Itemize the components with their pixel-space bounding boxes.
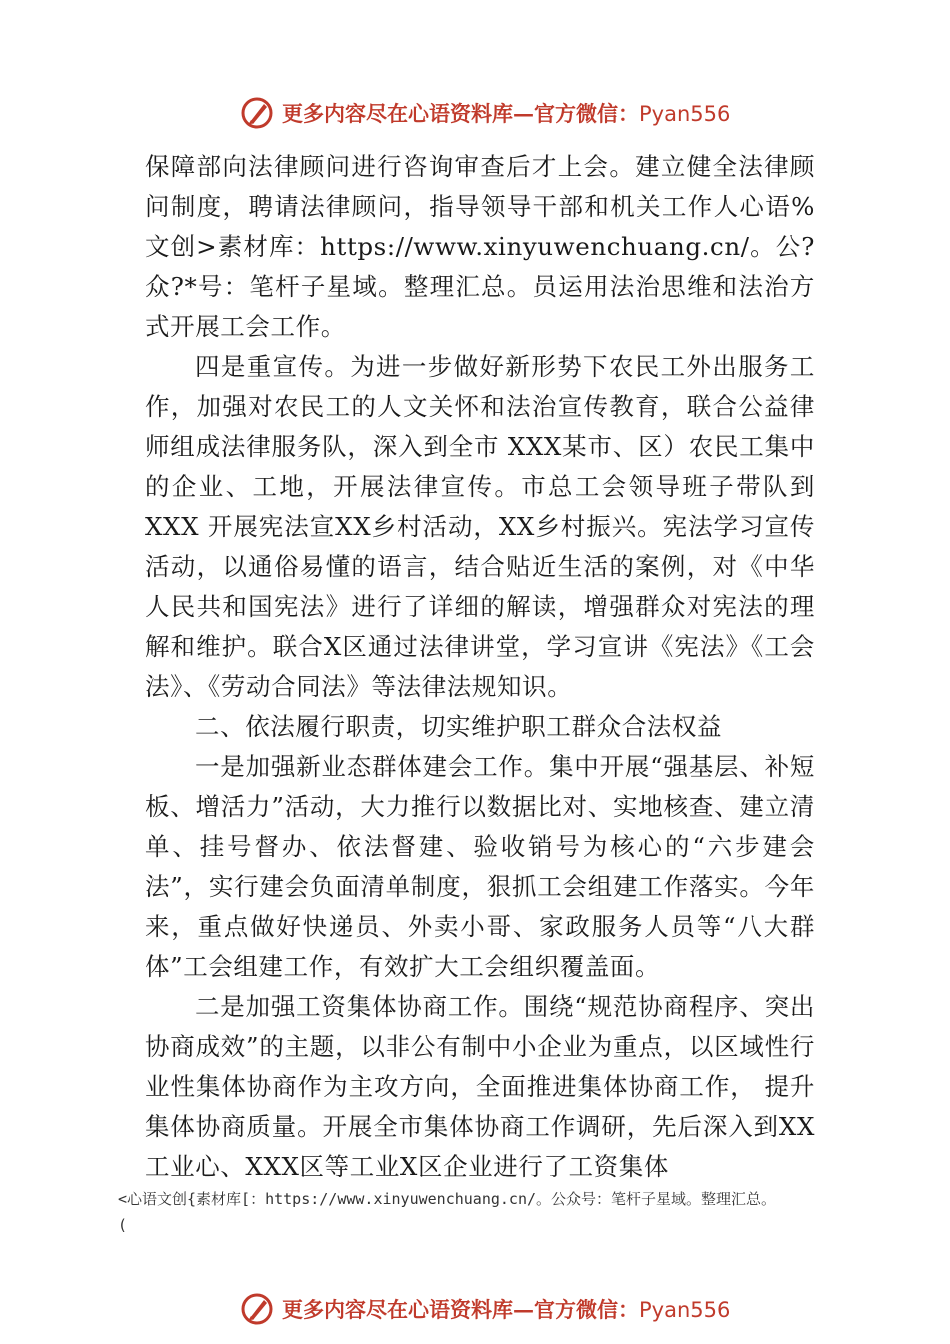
paragraph-new-business-groups: 一是加强新业态群体建会工作。集中开展“强基层、补短板、增活力”活动，大力推行以数据比对、实地核查、建立清单、挂号督办、依法督建、验收销号为核心的“六步建会法”，实行建会负面清单制度，狠抓工会组建工作落实。今年来，重点做好快递员、外卖小哥、家政服务人员等“八大群体”工会组建工作，有效扩大工会组织覆盖面。 [145, 752, 815, 981]
banner-text [282, 98, 730, 128]
paragraph-legal-advisor: 保障部向法律顾问进行咨询审查后才上会。建立健全法律顾问制度，聘请法律顾问，指导领导干部和机关工作人心语%文创>素材库：https://www.xinyuwenchuang.cn/。公?众?*号：笔杆子星域。整理汇总。员运用法治思维和法治方式开展工会工作。 [145, 152, 815, 341]
footnote-line-1: <心语文创{素材库[：https://www.xinyuwenchuang.cn/。公众号：笔杆子星域。整理汇总。 [118, 1190, 777, 1208]
banner-main-text: 更多内容尽在心语资料库—官方微信： [282, 1297, 639, 1322]
footnote [118, 1186, 858, 1238]
quill-pen-logo-icon [240, 96, 274, 130]
banner-wechat-id: Pyan556 [639, 102, 731, 126]
banner-wechat-id: Pyan556 [639, 1298, 731, 1322]
footnote-line-2: ( [118, 1216, 128, 1234]
paragraph-collective-bargaining: 二是加强工资集体协商工作。围绕“规范协商程序、突出协商成效”的主题，以非公有制中小企业为重点，以区域性行业性集体协商作为主攻方向，全面推进集体协商工作， 提升集体协商质量。开展全市集体协商工作调研，先后深入到XX工业心、XXX区等工业X区企业进行了工资集体 [145, 992, 815, 1181]
banner-main-text: 更多内容尽在心语资料库—官方微信： [282, 101, 639, 126]
document-body [145, 147, 815, 1187]
quill-pen-logo-icon [240, 1292, 274, 1326]
section-heading: 二、依法履行职责，切实维护职工群众合法权益 [195, 712, 723, 741]
paragraph-publicity: 四是重宣传。为进一步做好新形势下农民工外出服务工作，加强对农民工的人文关怀和法治宣传教育，联合公益律师组成法律服务队，深入到全市 XXX某市、区）农民工集中的企业、工地，开展法律宣传。市总工会领导班子带队到XXX 开展宪法宣XX乡村活动，XX乡村振兴。宪法学习宣传活动，以通俗易懂的语言，结合贴近生活的案例，对《中华人民共和国宪法》进行了详细的解读，增强群众对宪法的理解和维护。联合X区通过法律讲堂，学习宣讲《宪法》《工会法》、《劳动合同法》等法律法规知识。 [145, 352, 815, 701]
footer-banner [240, 1291, 760, 1327]
header-banner [240, 95, 760, 131]
banner-text [282, 1294, 730, 1324]
